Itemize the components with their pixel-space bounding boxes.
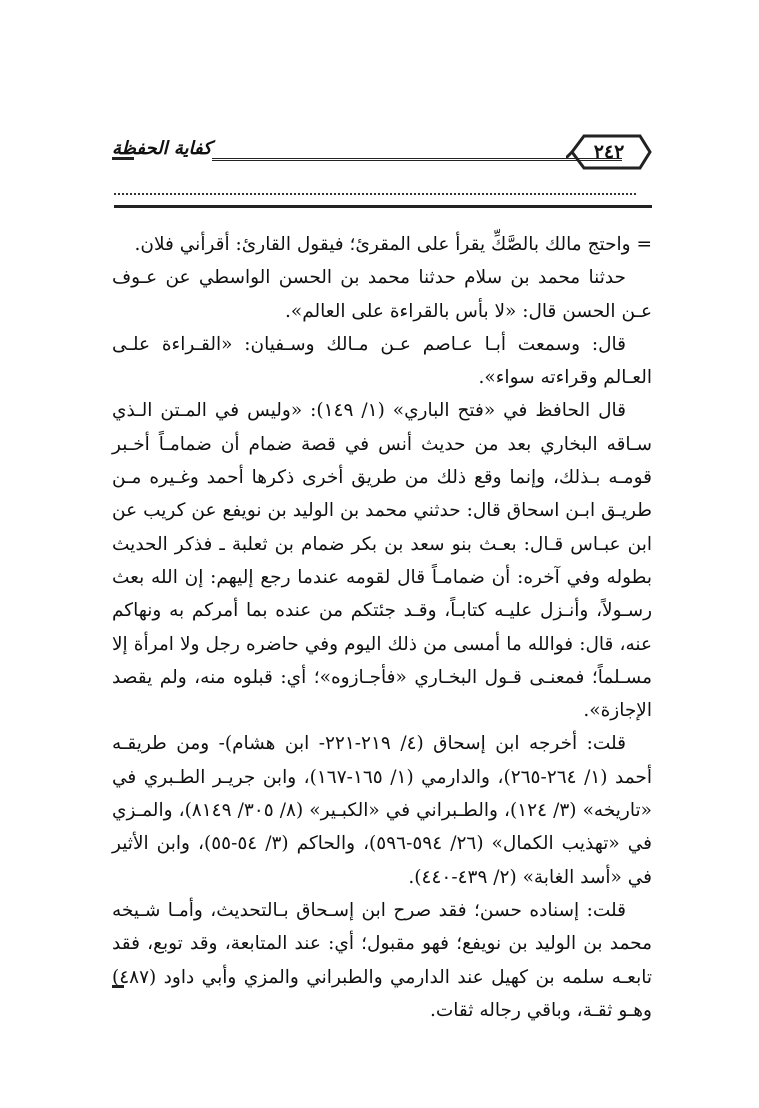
paragraph: قال: وسمعت أبـا عـاصم عـن مـالك وسـفيان: «القـراءة علـى العـالم وقراءته سواء». <box>112 333 652 389</box>
footer-dash <box>112 985 124 988</box>
paragraph: قلت: إسناده حسن؛ فقد صرح ابن إسـحاق بـالتحديث، وأمـا شـيخه محمد بن الوليد بن نويفع؛ فهو مقبول؛ أي: عند المتابعة، وقد توبع، فقد تابعـه سلمه بن كهيل عند الدارمي والطبراني والمزي وأبي داود (٤٨٧) وهـو ثقـة، وباقي رجاله ثقات. <box>112 899 652 1021</box>
header-rule <box>212 158 622 161</box>
page-number: ٢٤٢ <box>593 141 625 163</box>
page-number-badge <box>566 132 652 172</box>
dotted-separator <box>114 193 636 195</box>
paragraph: قال الحافظ في «فتح الباري» (١/ ١٤٩): «وليس في المـتن الـذي سـاقه البخاري بعد من حديث أنس في قصة ضمام أن ضمامـاً أخـبر قومـه بـذلك، وإنما وقع ذلك من طريق أخرى ذكرها أحمد وغـيره مـن طريـق ابـن اسحاق قال: حدثني محمد بن الوليد بن نويفع عن كريب عن ابن عبـاس قـال: بعـث بنو سعد بن بكر ضمام بن ثعلبة ـ فذكر الحديث بطوله وفي آخره: أن ضمامـاً قال لقومه عندما رجع إليهم: إن الله بعث رسـولاً، وأنـزل عليـه كتابـاً، وقـد جئتكم من عنده بما أمركم به ونهاكم عنه، قال: فوالله ما أمسى من ذلك اليوم وفي حاضره رجل ولا امرأة إلا مسـلماً؛ فمعنـى قـول البخـاري «فأجـازوه»؛ أي: قبلوه منه، ولم يقصد الإجازة». <box>112 400 652 722</box>
header-separator <box>114 205 652 208</box>
book-title: كفاية الحفظة <box>112 138 212 159</box>
page-body <box>112 228 652 1027</box>
header-dash <box>112 157 134 160</box>
page-header <box>112 118 652 178</box>
paragraph: قلت: أخرجه ابن إسحاق (٤/ ٢١٩-٢٢١- ابن هشام)- ومن طريقـه أحمد (١/ ٢٦٤-٢٦٥)، والدارمي (١/ ١٦٥-١٦٧)، وابن جريـر الطـبري في «تاريخه» (٣/ ١٢٤)، والطـبراني في «الكبـير» (٨/ ٣٠٥/ ٨١٤٩)، والمـزي في «تهذيب الكمال» (٢٦/ ٥٩٤-٥٩٦)، والحاكم (٣/ ٥٤-٥٥)، وابن الأثير في «أسد الغابة» (٢/ ٤٣٩-٤٤٠). <box>112 733 652 888</box>
paragraph: حدثنا محمد بن سلام حدثنا محمد بن الحسن الواسطي عن عـوف عـن الحسن قال: «لا بأس بالقراءة على العالم». <box>112 267 652 322</box>
paragraph: = واحتج مالك بالصَّكِّ يقرأ على المقرئ؛ فيقول القارئ: أقرأني فلان. <box>134 234 652 255</box>
